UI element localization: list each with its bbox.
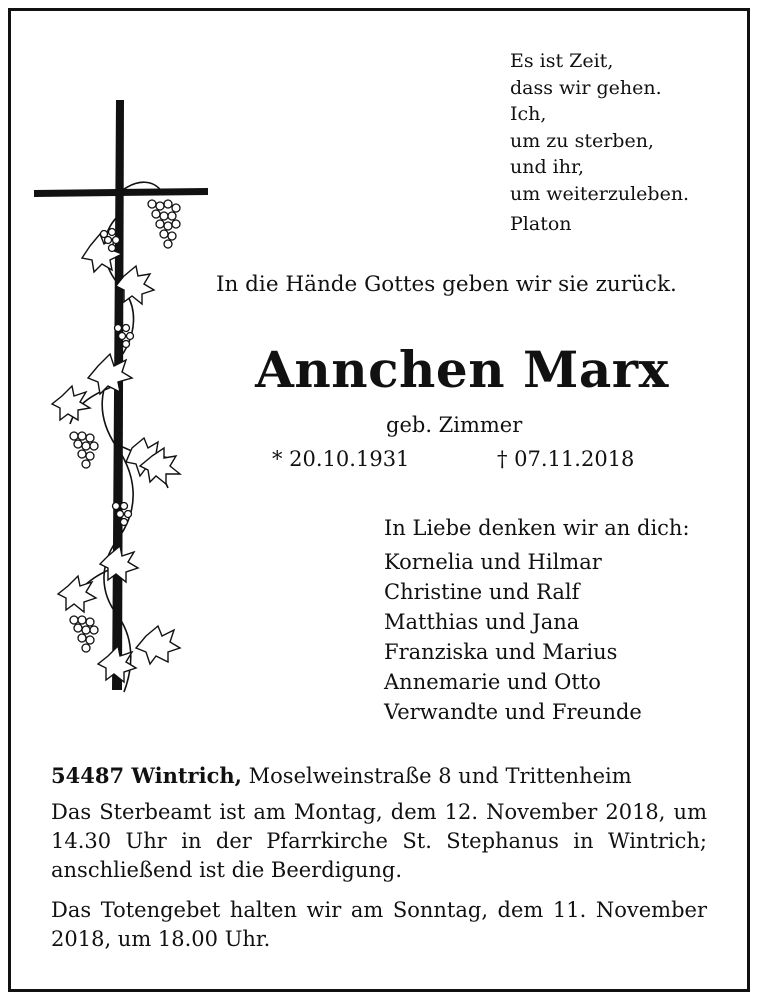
mourners-intro: In Liebe denken wir an dich: [384,516,690,540]
quote-author: Platon [510,213,572,235]
mourner-name: Franziska und Marius [384,640,618,664]
quote-line: um weiterzuleben. [510,182,690,205]
mourner-name: Matthias und Jana [384,610,580,634]
deceased-name: Annchen Marx [255,340,669,399]
quote-block [510,48,689,238]
mourner-name: Verwandte und Freunde [384,700,642,724]
requiem-info: Das Sterbeamt ist am Montag, dem 12. November 2018, um 14.30 Uhr in der Pfarrkirche St. Stephanus in Wintrich; anschließend ist die Beerdigung. [51,800,707,882]
address-line [51,763,632,788]
prayer-info: Das Totengebet halten wir am Sonntag, dem 11. November 2018, um 18.00 Uhr. [51,898,707,951]
mourner-name: Christine und Ralf [384,580,580,604]
mourner-name: Annemarie und Otto [384,670,601,694]
quote-line: dass wir gehen. [510,76,662,99]
address-street: Moselweinstraße 8 und Trittenheim [248,764,632,788]
tagline: In die Hände Gottes geben wir sie zurück. [216,272,677,297]
quote-line: um zu sterben, [510,129,654,152]
quote-line: Es ist Zeit, [510,50,614,72]
address-city: 54487 Wintrich, [51,763,242,788]
maiden-name: geb. Zimmer [386,413,523,437]
mourner-name: Kornelia und Hilmar [384,550,602,574]
death-date: † 07.11.2018 [497,447,635,471]
mourners-list [384,513,690,727]
birth-date: * 20.10.1931 [272,447,410,471]
quote-line: und ihr, [510,156,585,178]
quote-line: Ich, [510,103,547,125]
